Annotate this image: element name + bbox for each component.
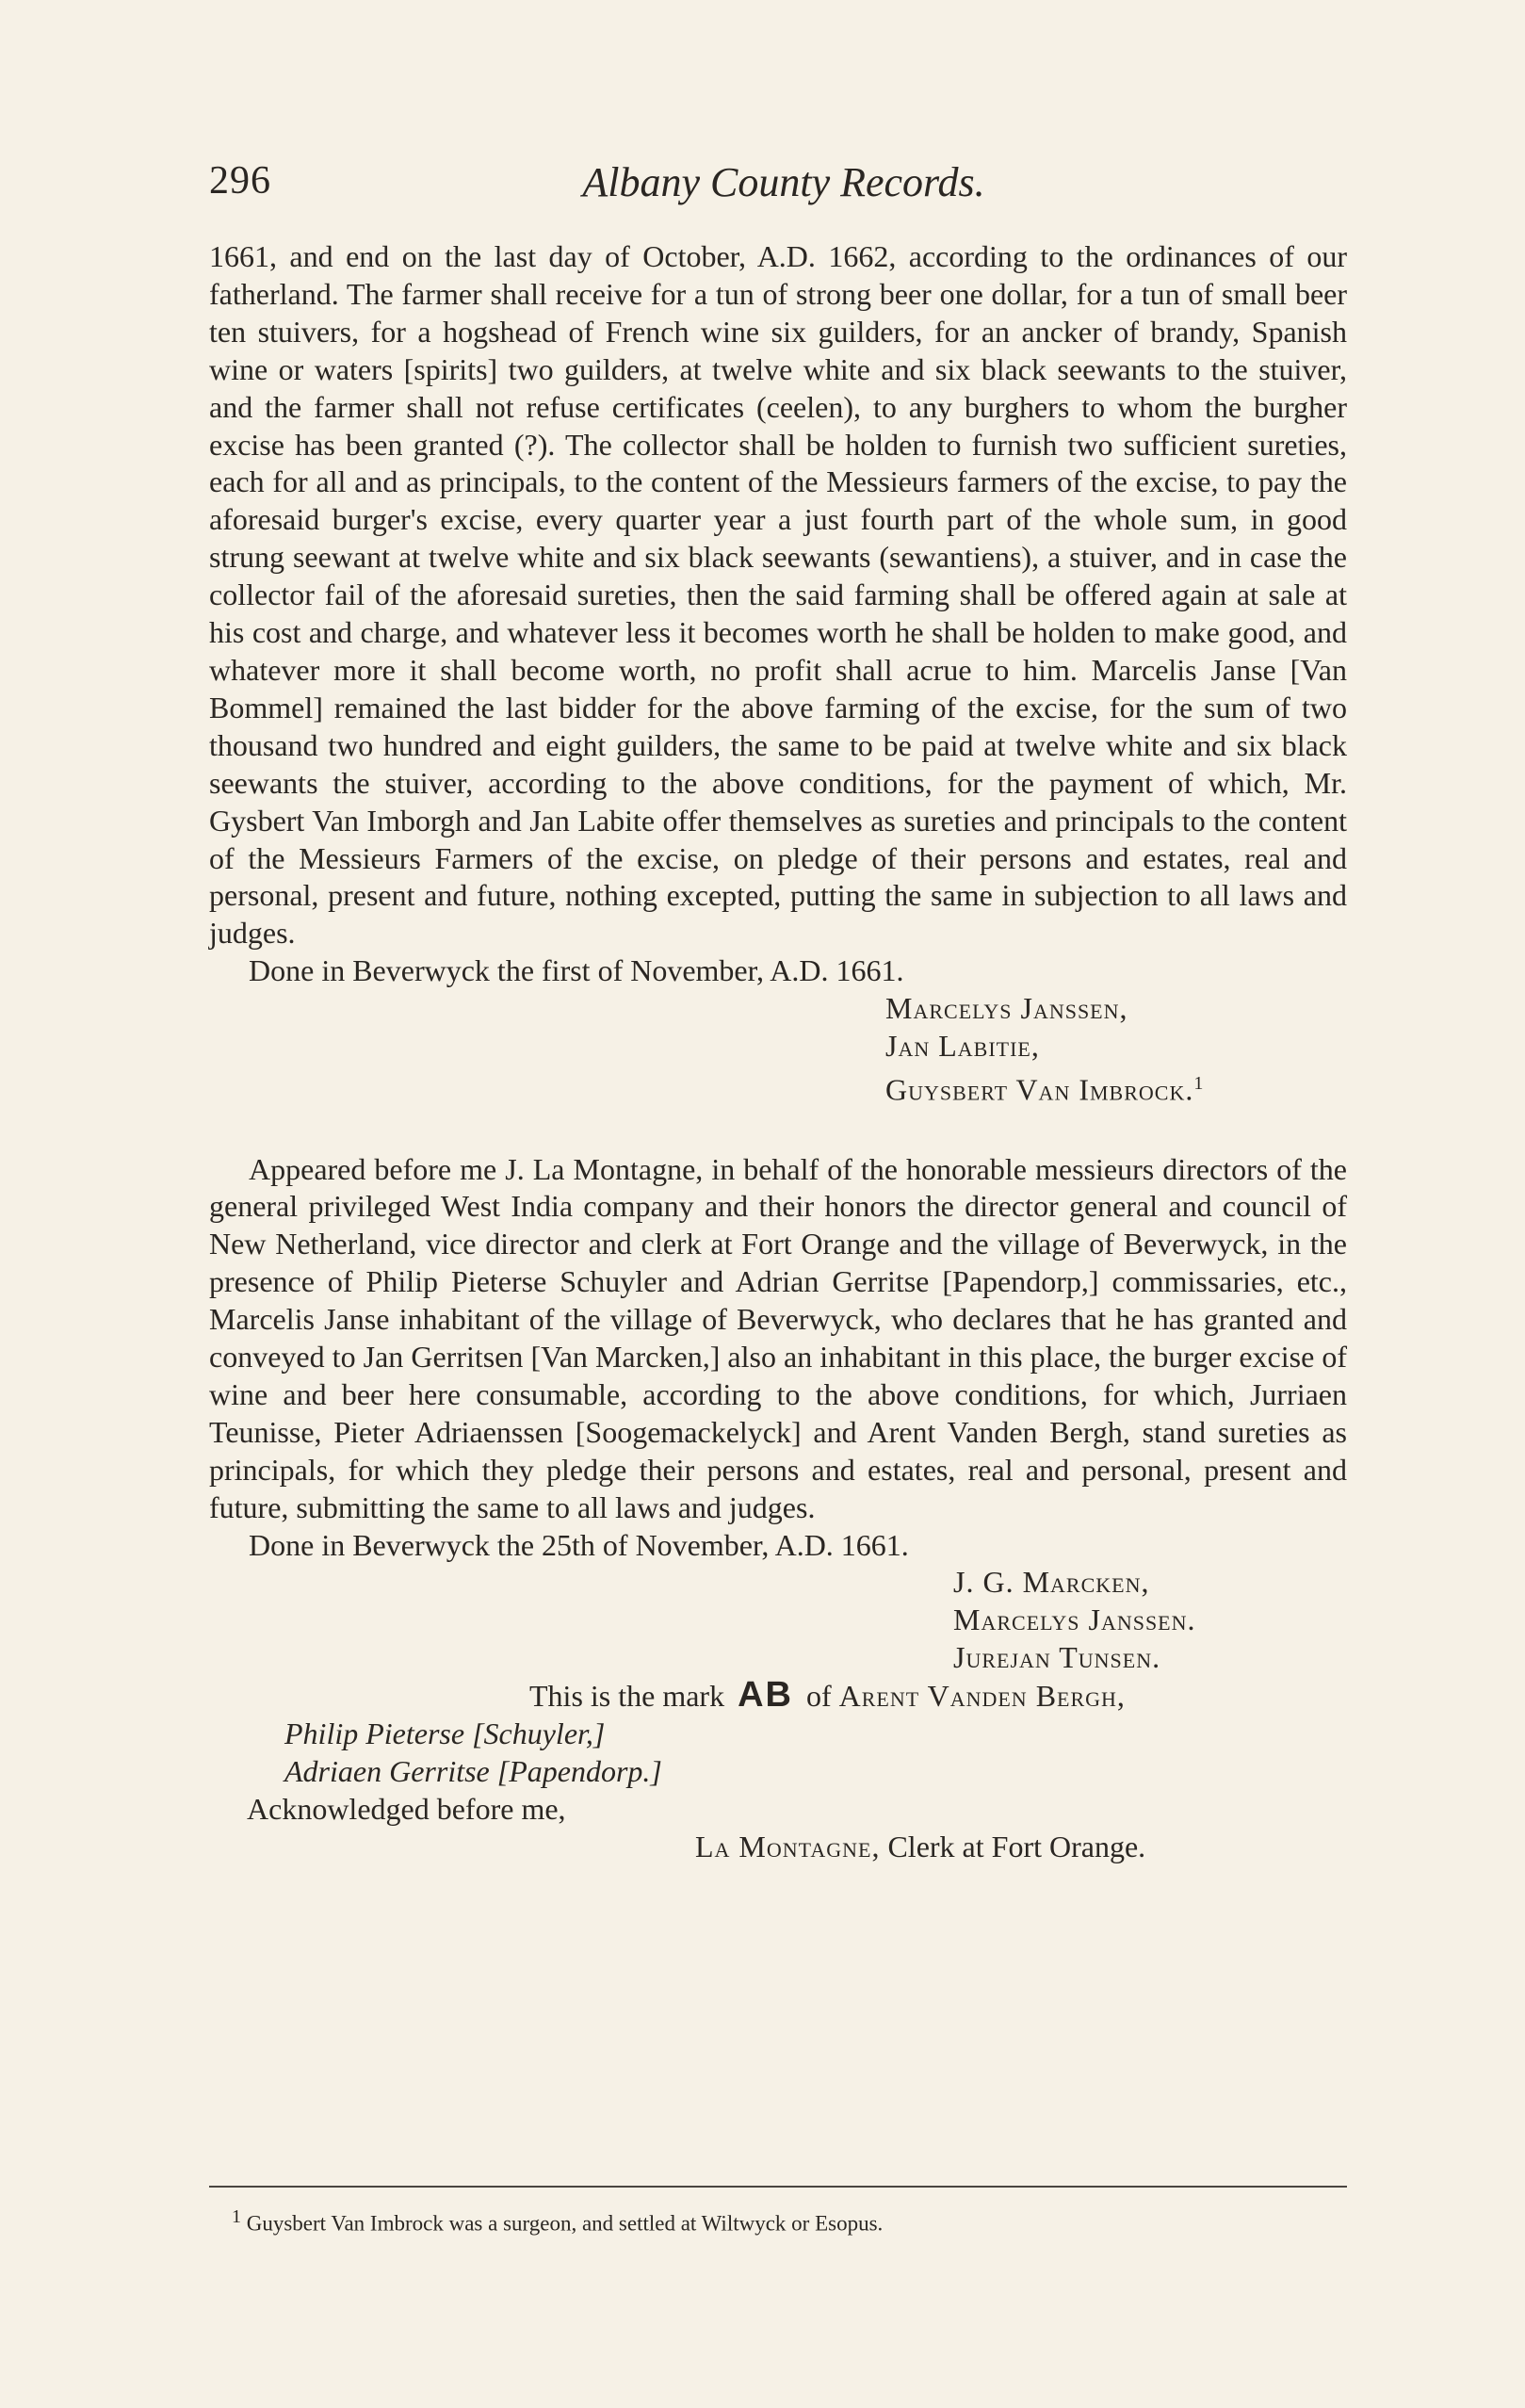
dateline-second: Done in Beverwyck the 25th of November, A.D. 1661. [249, 1527, 909, 1562]
mark-line [209, 1677, 1347, 1716]
mark-suffix: of [805, 1679, 832, 1714]
signature-jan-labitie: Jan Labitie, [885, 1029, 1040, 1064]
clerk-signature [209, 1829, 1347, 1866]
footnote [232, 2203, 1343, 2238]
signature-name: Guysbert Van Imbrock. [885, 1072, 1194, 1107]
page-body [209, 238, 1347, 1866]
mark-name: Arent Vanden Bergh, [838, 1679, 1126, 1714]
signature-j-g-marcken: J. G. Marcken, [953, 1565, 1150, 1600]
paragraph-excise-conditions: 1661, and end on the last day of October, A.D. 1662, according to the ordinances of our fatherland. The farmer shall receive for a tun of strong beer one dollar, for a tun of small beer ten stuivers, for a hogshead of French wine six guilders, for an ancker of brandy, Spanish wine or waters [spirits] two guilders, at twelve white and six black seewants to the stuiver, and the farmer shall not refuse certificates (ceelen), to any burghers to whom the burgher excise has been granted (?). The collector shall be holden to furnish two sufficient sureties, each for all and as principals, to the content of the Messieurs farmers of the excise, to pay the aforesaid burger's excise, every quarter year a just fourth part of the whole sum, in good strung seewant at twelve white and six black seewants (sewantiens), a stuiver, and in case the collector fail of the aforesaid sureties, then the said farming shall be offered again at sale at his cost and charge, and whatever less it becomes worth he shall be holden to make good, and whatever more it shall become worth, no profit shall acrue to him. Marcelis Janse [Van Bommel] remained the last bidder for the above farming of the excise, for the sum of two thousand two hundred and eight guilders, the same to be paid at twelve white and six black seewants the stuiver, according to the above conditions, for the payment of which, Mr. Gysbert Van Imborgh and Jan Labite offer themselves as sureties and principals to the content of the Messieurs Farmers of the excise, on pledge of their persons and estates, real and personal, present and future, nothing excepted, putting the same in subjection to all laws and judges. [209, 239, 1347, 951]
clerk-title: Clerk at Fort Orange. [887, 1829, 1146, 1863]
signature-marcelys-janssen-2: Marcelys Janssen. [953, 1603, 1196, 1637]
footnote-reference: 1 [1193, 1072, 1205, 1094]
witness-papendorp: Adriaen Gerritse [Papendorp.] [284, 1754, 662, 1788]
witness-schuyler: Philip Pieterse [Schuyler,] [284, 1717, 606, 1751]
clerk-name: La Montagne, [695, 1829, 881, 1863]
dateline-first: Done in Beverwyck the first of November, A.D. 1661. [249, 953, 904, 988]
page-number: 296 [209, 159, 271, 203]
signature-jurejan-tunsen: Jurejan Tunsen. [953, 1640, 1161, 1675]
footnote-text: Guysbert Van Imbrock was a surgeon, and settled at Wiltwyck or Esopus. [246, 2211, 884, 2236]
footnote-marker: 1 [232, 2206, 241, 2227]
signature-marcelys-janssen: Marcelys Janssen, [885, 991, 1128, 1026]
running-title: Albany County Records. [582, 159, 985, 205]
acknowledgement-line: Acknowledged before me, [247, 1791, 566, 1826]
signature-guysbert-van-imbrock [209, 1066, 1347, 1110]
page-header [209, 158, 1358, 215]
paragraph-appearance: Appeared before me J. La Montagne, in behalf of the honorable messieurs directors of the general privileged West India company and their honors the director general and council of New Netherland, vice director and clerk at Fort Orange and the village of Beverwyck, in the presence of Philip Pieterse Schuyler and Adrian Gerritse [Papendorp,] commissaries, etc., Marcelis Janse inhabitant of the village of Beverwyck, who declares that he has granted and conveyed to Jan Gerritsen [Van Marcken,] also an inhabitant in this place, the burger excise of wine and beer here consumable, according to the above conditions, for which, Jurriaen Teunisse, Pieter Adriaenssen [Soogemackelyck] and Arent Vanden Bergh, stand sureties as principals, for which they pledge their persons and estates, real and personal, present and future, submitting the same to all laws and judges. [209, 1151, 1347, 1524]
ab-mark-icon: AB [738, 1675, 793, 1716]
section-gap [209, 1110, 1347, 1151]
mark-prefix: This is the mark [529, 1679, 725, 1714]
footnote-divider [209, 2186, 1347, 2188]
